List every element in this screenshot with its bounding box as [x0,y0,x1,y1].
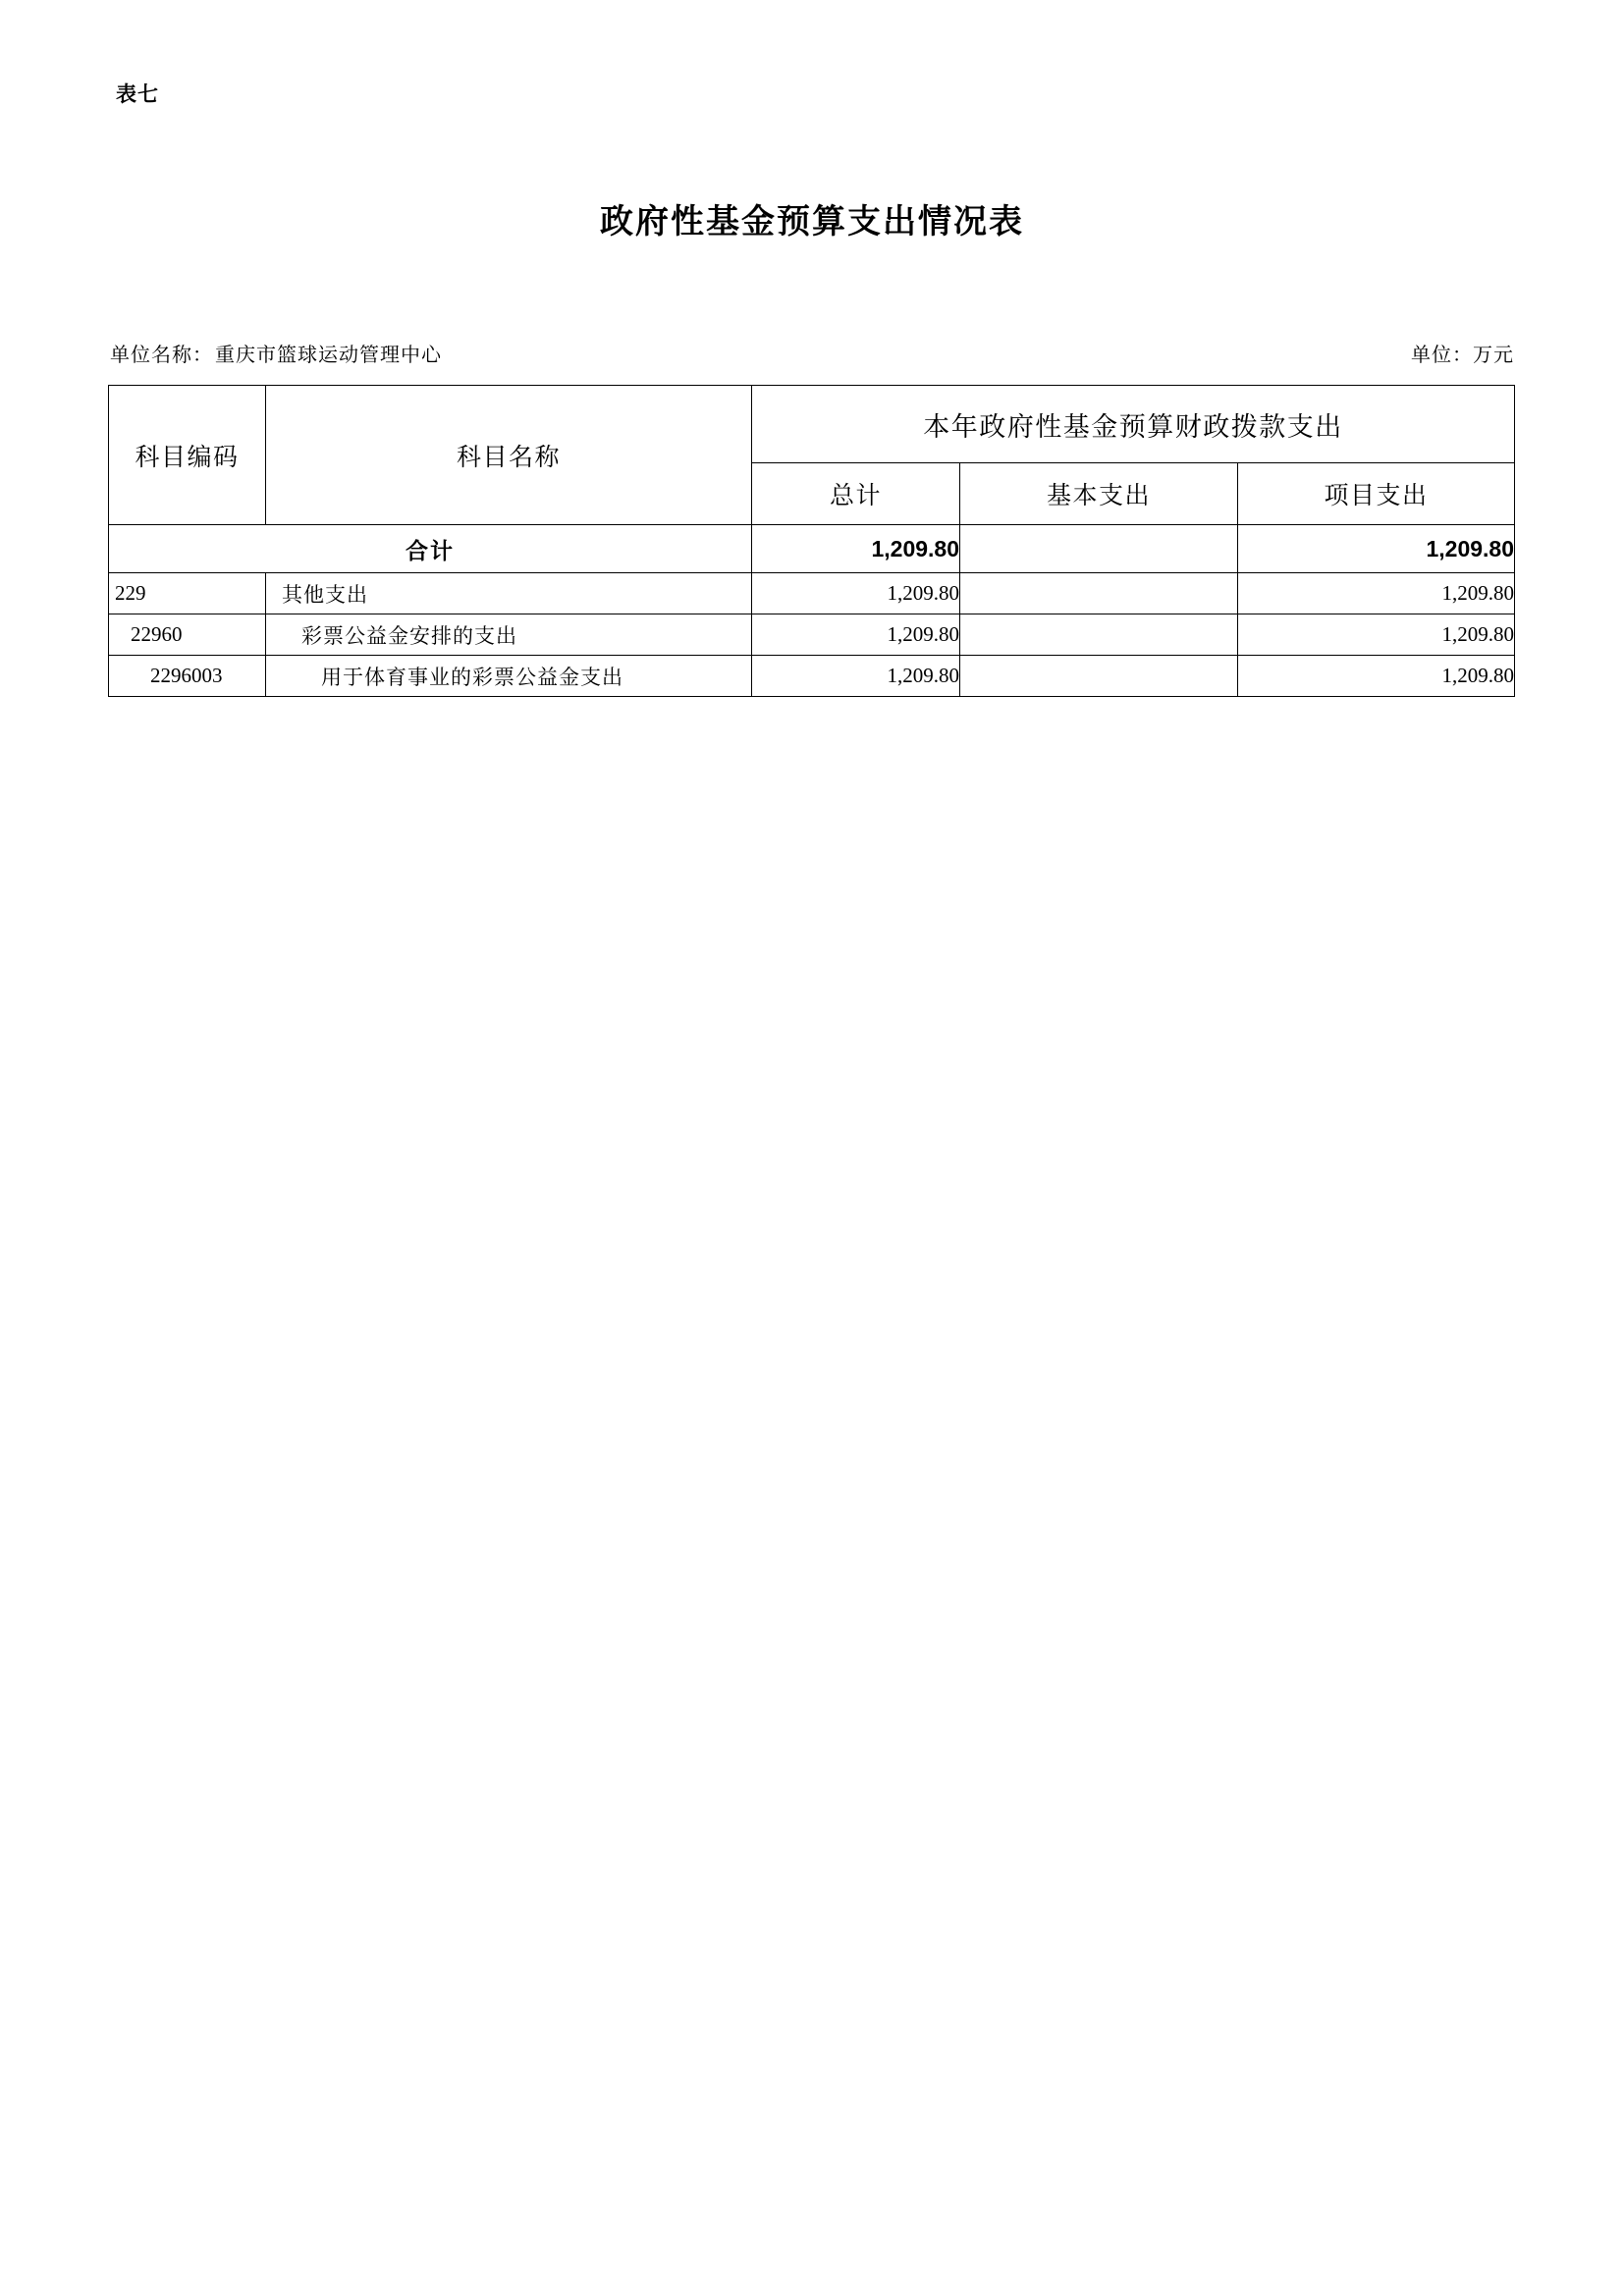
amount-unit-label: 单位：万元 [1411,345,1514,366]
header-group-expenditure: 本年政府性基金预算财政拨款支出 [752,386,1515,463]
unit-name-value: 重庆市篮球运动管理中心 [215,345,442,366]
header-project: 项目支出 [1238,463,1515,525]
table-meta [110,339,1514,367]
row-code: 2296003 [109,656,266,697]
row-basic [960,573,1238,614]
header-basic: 基本支出 [960,463,1238,525]
total-row-total: 1,209.80 [752,525,960,573]
row-project: 1,209.80 [1238,656,1515,697]
total-row-project: 1,209.80 [1238,525,1515,573]
row-name: 用于体育事业的彩票公益金支出 [266,656,752,697]
row-basic [960,656,1238,697]
row-code: 22960 [109,614,266,656]
total-row-basic [960,525,1238,573]
row-project: 1,209.80 [1238,573,1515,614]
table-row [109,573,1515,614]
table-header-row-1 [109,386,1515,463]
total-row-label: 合计 [109,525,752,573]
unit-name [110,339,442,367]
table-row [109,656,1515,697]
row-total: 1,209.80 [752,614,960,656]
sheet-label: 表七 [116,83,159,106]
row-total: 1,209.80 [752,656,960,697]
header-total: 总计 [752,463,960,525]
header-code: 科目编码 [109,386,266,525]
page-title: 政府性基金预算支出情况表 [600,203,1024,240]
row-project: 1,209.80 [1238,614,1515,656]
row-name: 彩票公益金安排的支出 [266,614,752,656]
row-total: 1,209.80 [752,573,960,614]
row-code: 229 [109,573,266,614]
header-name: 科目名称 [266,386,752,525]
table-row [109,614,1515,656]
budget-table [108,385,1515,697]
table-total-row [109,525,1515,573]
unit-name-label: 单位名称： [110,345,213,366]
row-name: 其他支出 [266,573,752,614]
row-basic [960,614,1238,656]
